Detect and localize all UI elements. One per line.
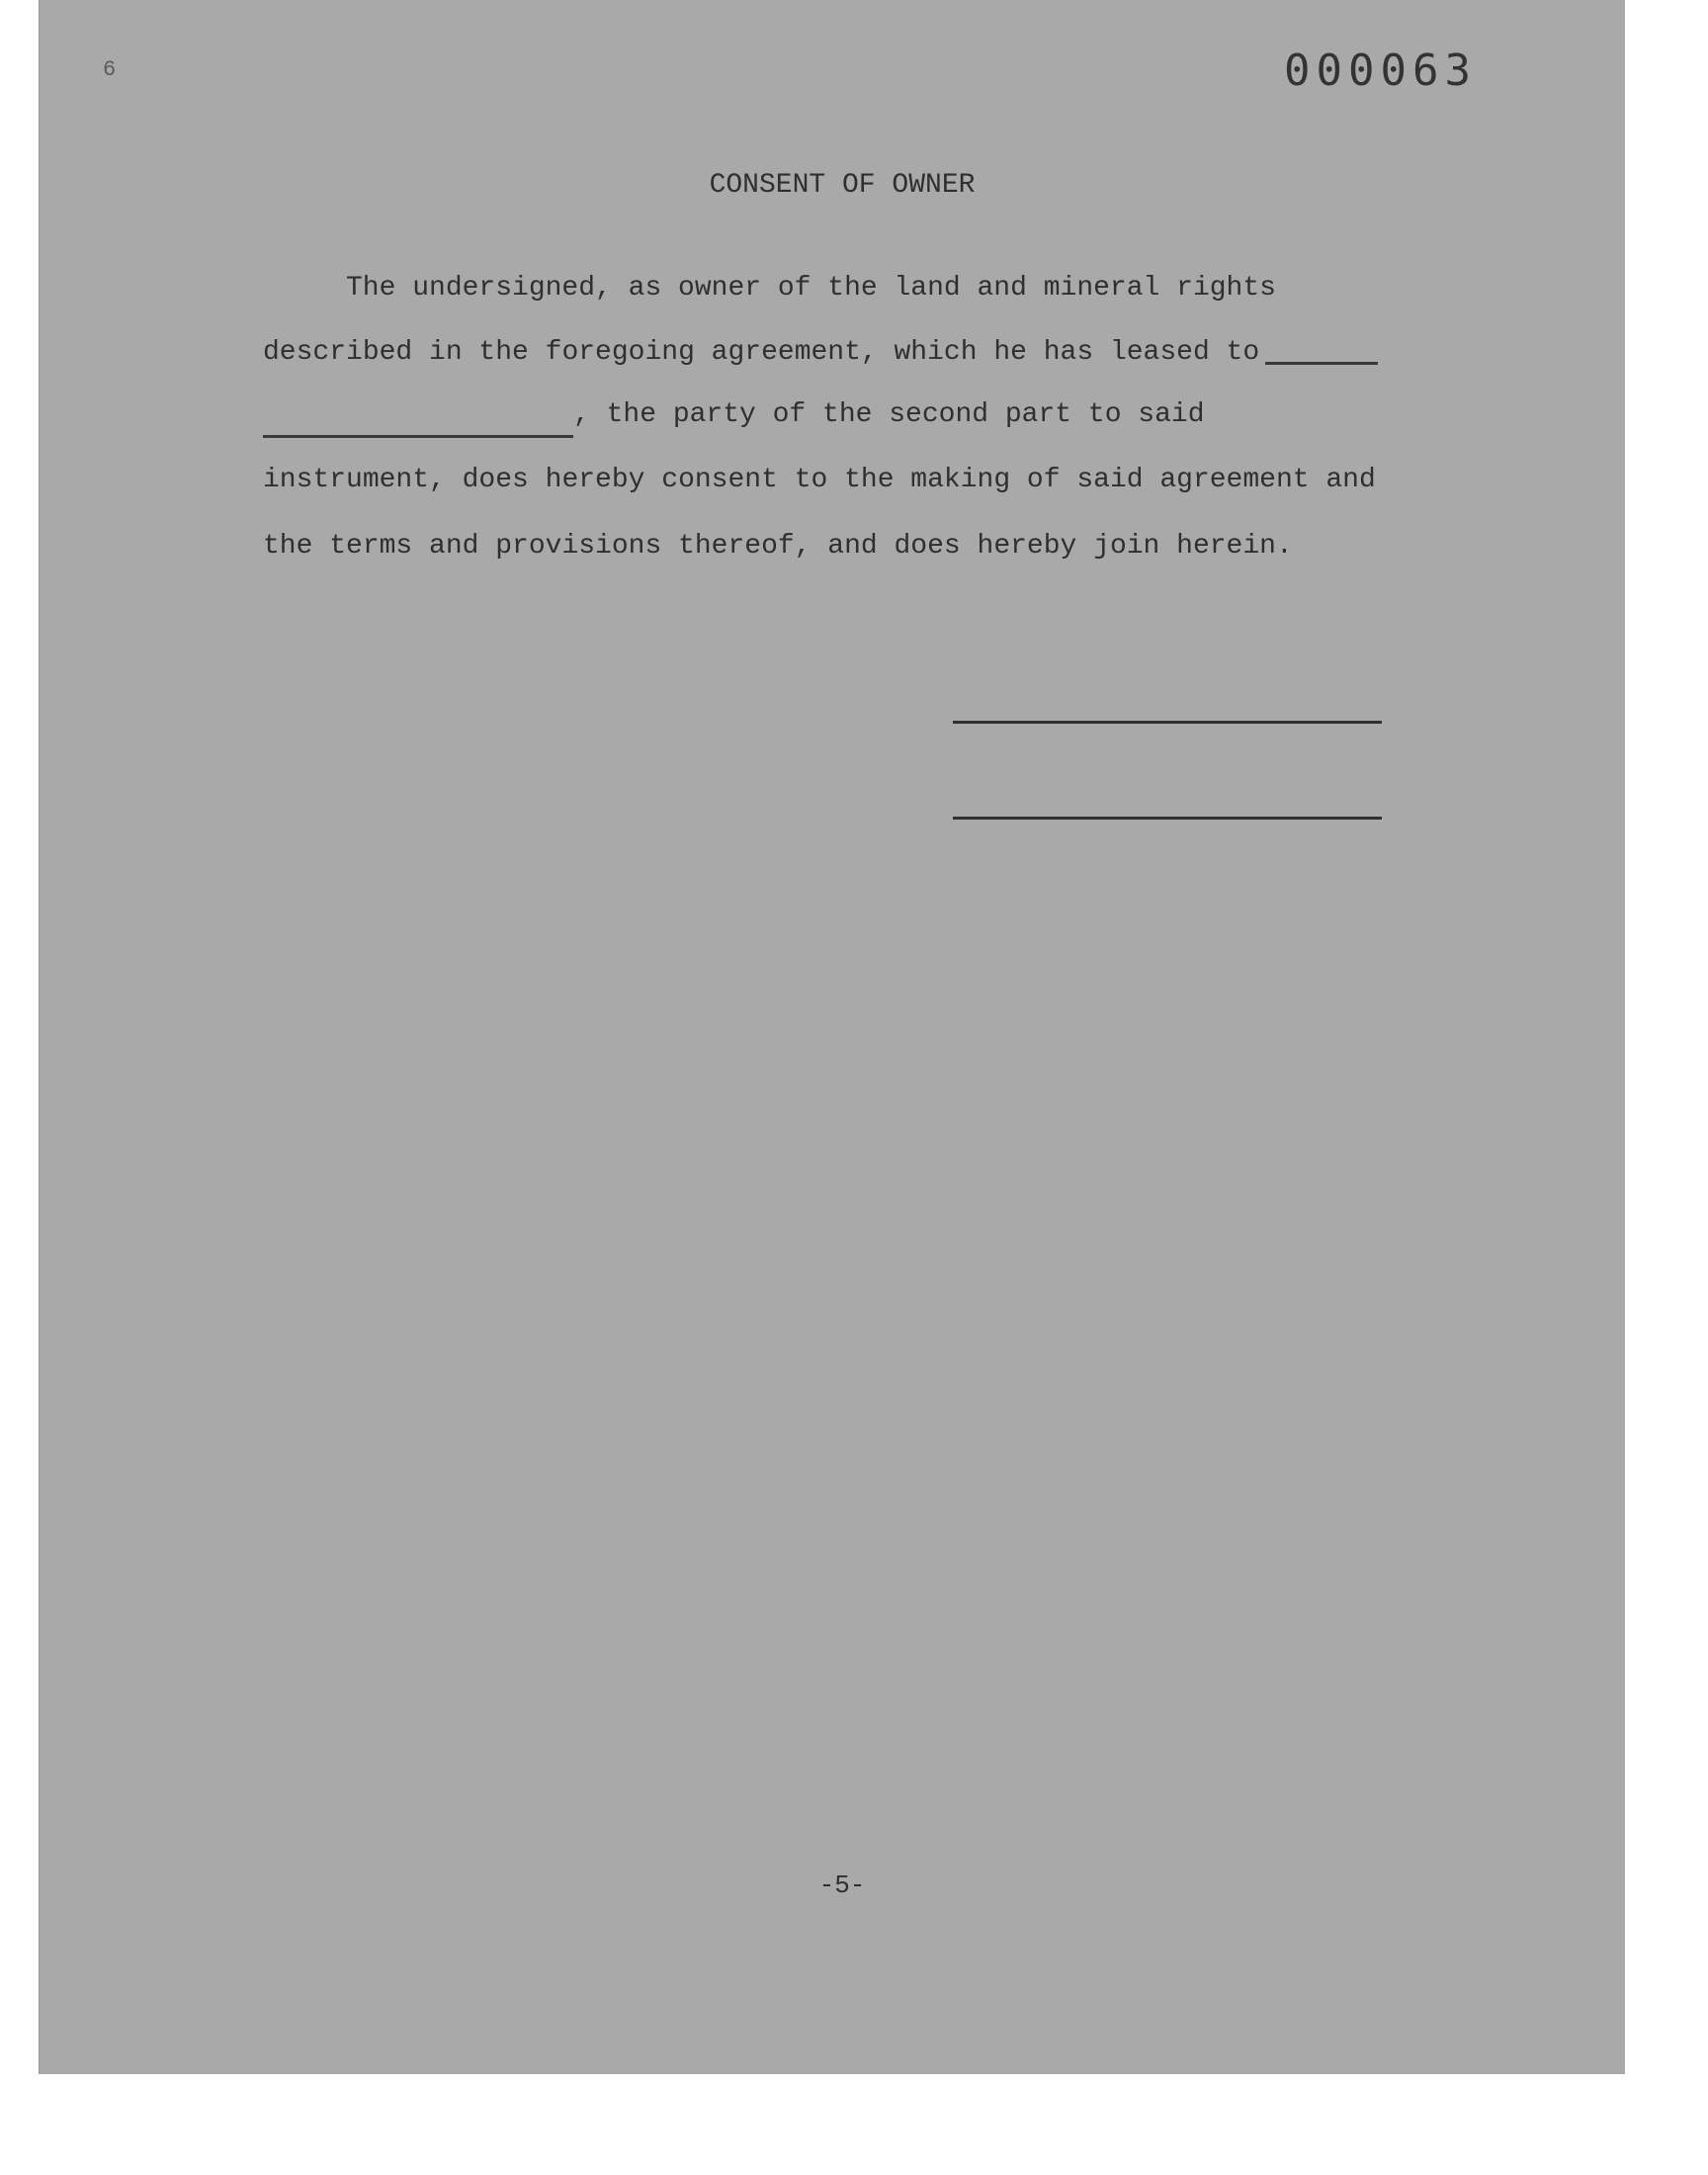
scan-margin-right: [1625, 0, 1708, 2074]
body-line-5: the terms and provisions thereof, and does hereby join herein.: [263, 531, 1293, 562]
scan-margin-bottom: [0, 2074, 1708, 2175]
body-line-3: , the party of the second part to said: [573, 399, 1205, 430]
page-number: -5-: [818, 1870, 866, 1900]
body-line-1: The undersigned, as owner of the land and mineral rights: [346, 273, 1276, 304]
document-page: [40, 0, 1625, 2074]
document-number: 000063: [1284, 45, 1477, 96]
body-line-2: described in the foregoing agreement, which he has leased to: [263, 337, 1260, 368]
lessee-blank-2: [263, 435, 573, 438]
signature-line-1: [953, 721, 1382, 724]
lessee-blank-1: [1265, 362, 1378, 365]
signature-line-2: [953, 817, 1382, 820]
corner-mark: 6: [103, 57, 121, 82]
body-line-4: instrument, does hereby consent to the making of said agreement and: [263, 465, 1376, 495]
document-title: CONSENT OF OWNER: [709, 170, 976, 201]
